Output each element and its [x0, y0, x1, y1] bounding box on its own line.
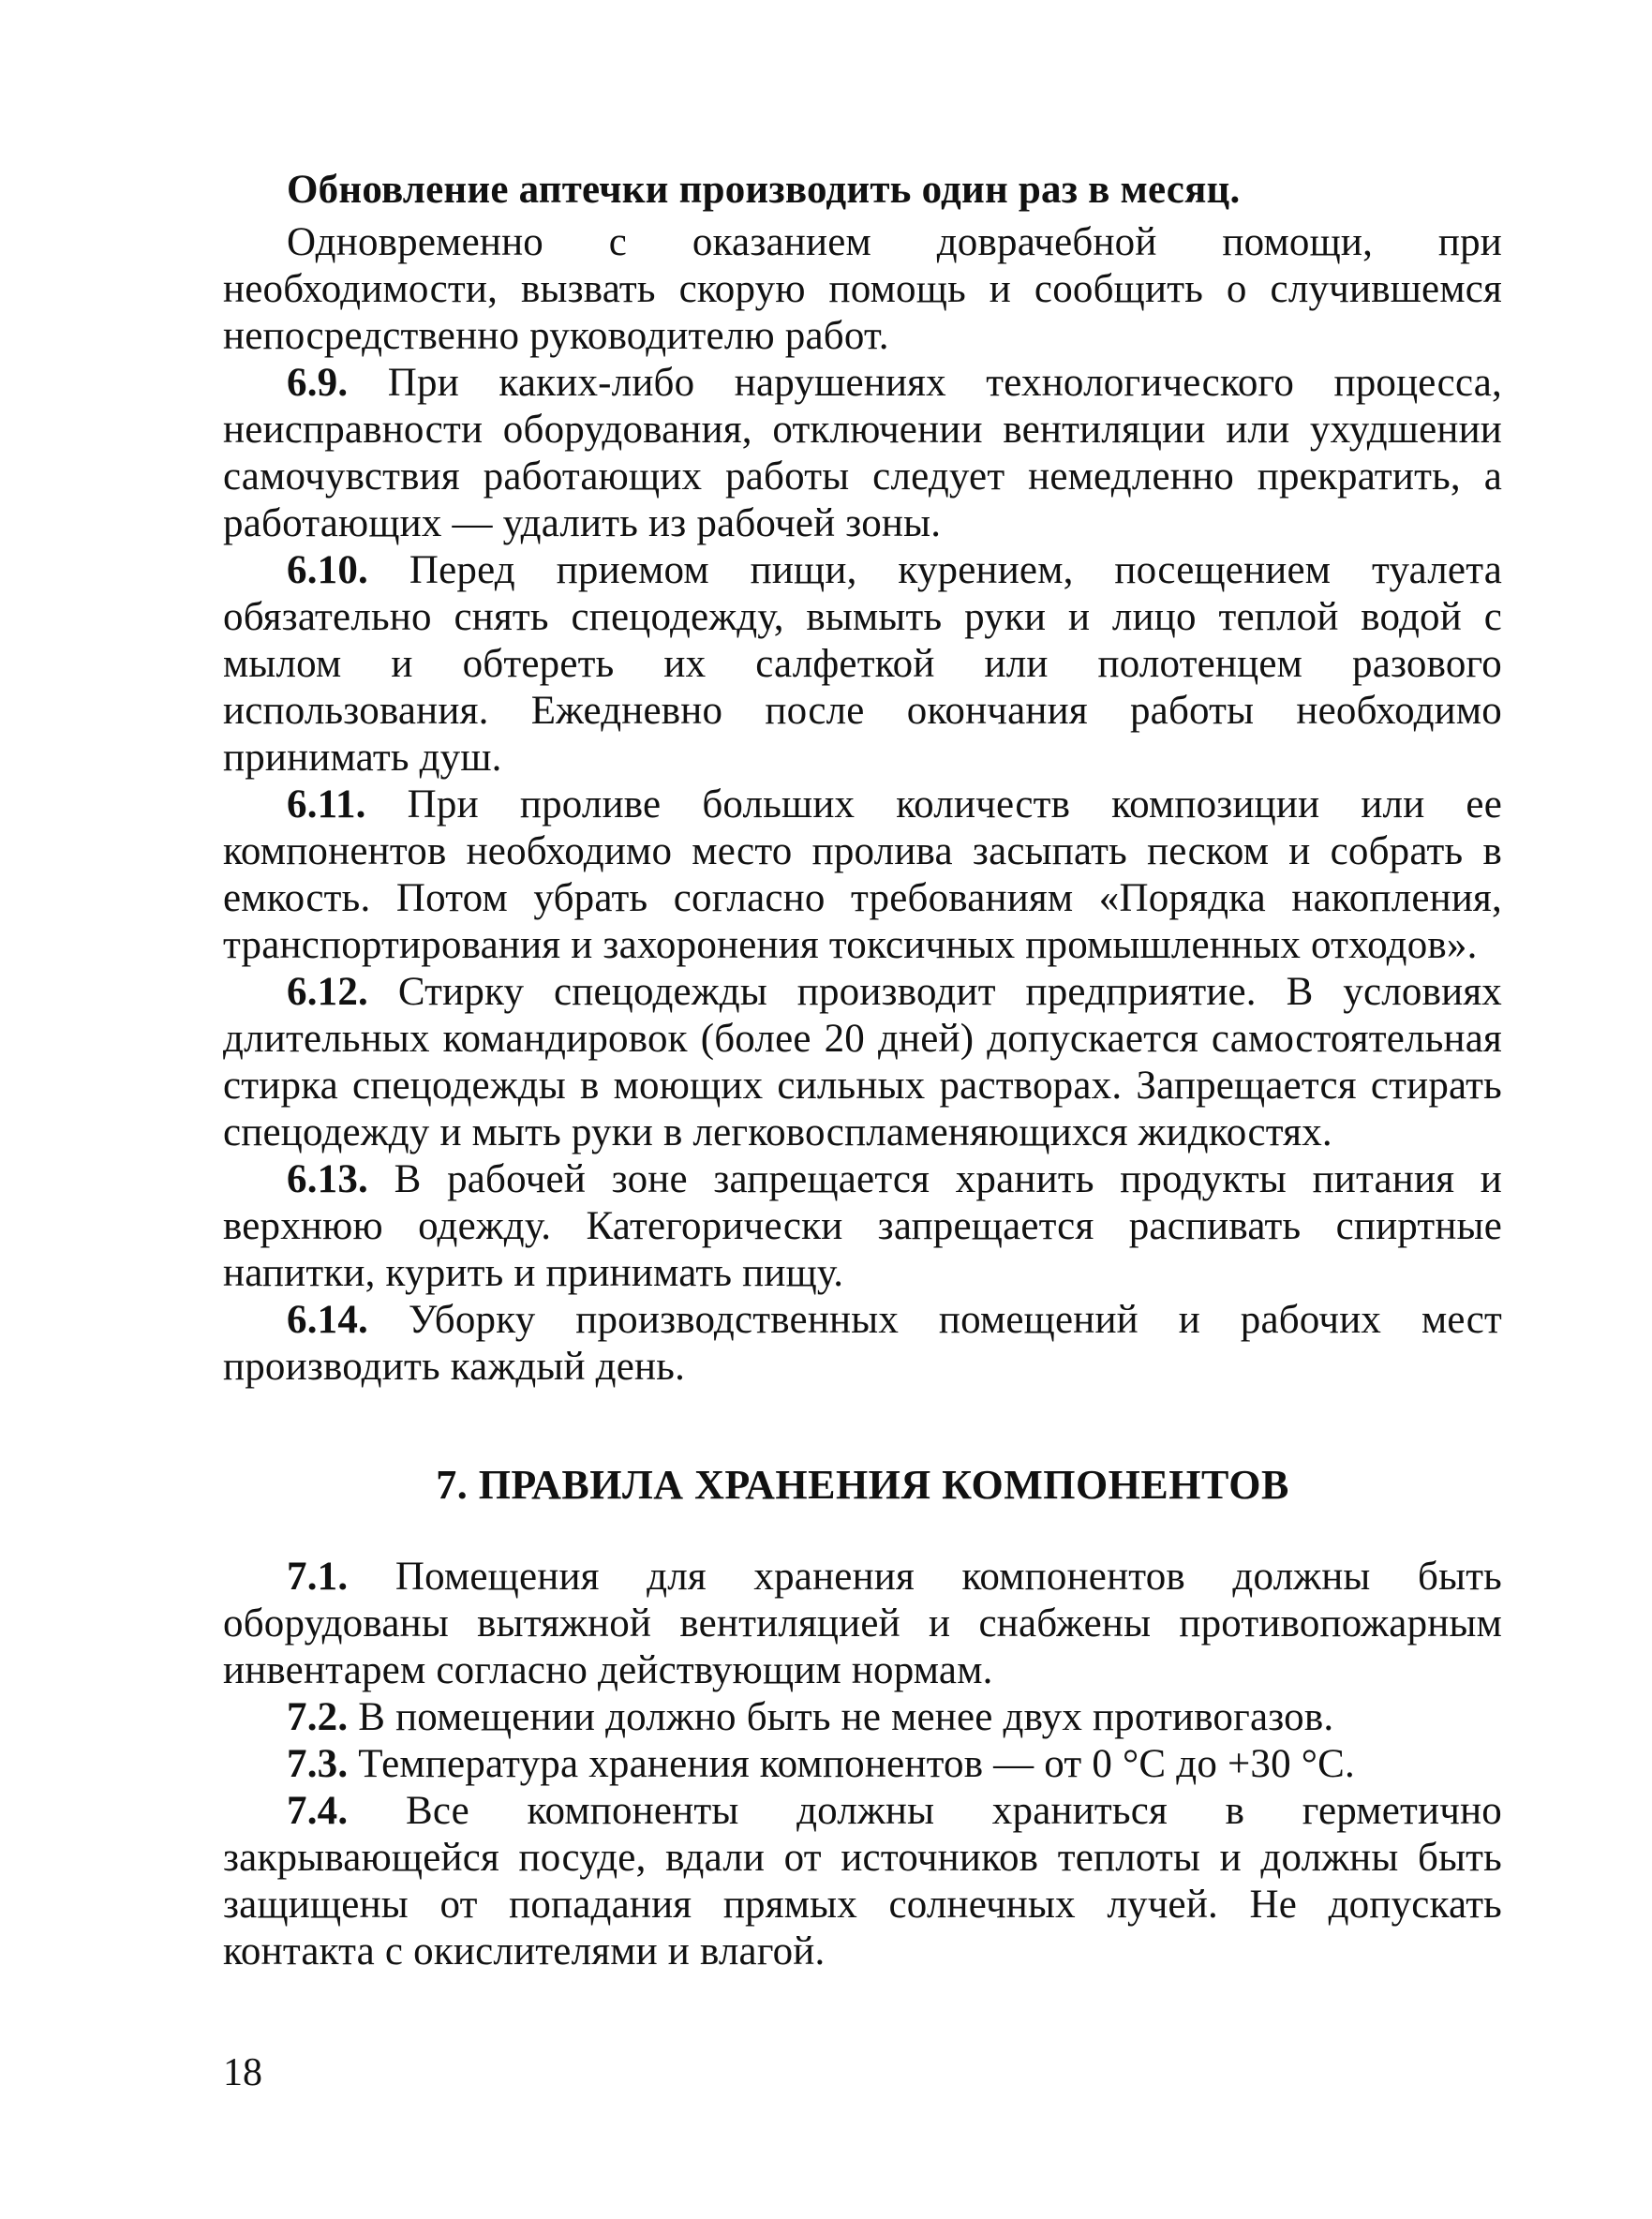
paragraph-first-aid: Одновременно с оказанием доврачебной помощи, при необходимости, вызвать скорую помощь и сообщить о случившемся непосредственно руководителю работ.: [223, 220, 1502, 358]
clause-number: 7.4.: [287, 1789, 349, 1833]
clause-text: В помещении должно быть не менее двух противогазов.: [358, 1695, 1334, 1739]
clause-text: Температура хранения компонентов — от 0 °С до +30 °С.: [358, 1742, 1356, 1786]
clause-number: 7.2.: [287, 1695, 349, 1739]
clause-text: В рабочей зоне запрещается хранить продукты питания и верхнюю одежду. Категорически запрещается распивать спиртные напитки, курить и принимать пищу.: [223, 1157, 1502, 1295]
clause-number: 7.1.: [287, 1555, 349, 1599]
clause-text: При каких-либо нарушениях технологического процесса, неисправности оборудования, отключении вентиляции или ухудшении самочувствия работающих работы следует немедленно прекратить, а работающих — удалить из рабочей зоны.: [223, 361, 1502, 545]
clause-text: Помещения для хранения компонентов должны быть оборудованы вытяжной вентиляцией и снабжены противопожарным инвентарем согласно действующим нормам.: [223, 1555, 1502, 1692]
clause-text: Перед приемом пищи, курением, посещением туалета обязательно снять спецодежду, вымыть руки и лицо теплой водой с мылом и обтереть их салфеткой или полотенцем разового использования. Ежедневно после окончания работы необходимо принимать душ.: [223, 548, 1502, 780]
clause-number: 6.10.: [287, 548, 368, 592]
clause-number: 6.9.: [287, 361, 349, 405]
paragraph-6-11: [223, 782, 1502, 969]
page-content: [223, 167, 1502, 1975]
clause-number: 6.12.: [287, 970, 368, 1014]
first-aid-kit-update-note: Обновление аптечки производить один раз в месяц.: [287, 168, 1241, 212]
paragraph-7-4: [223, 1788, 1502, 1975]
paragraph-7-3: [223, 1741, 1502, 1788]
clause-number: 6.11.: [287, 782, 366, 827]
clause-number: 6.14.: [287, 1298, 368, 1342]
paragraph-7-1: [223, 1554, 1502, 1694]
clause-number: 7.3.: [287, 1742, 349, 1786]
paragraph-7-2: [223, 1694, 1502, 1741]
clause-text: Уборку производственных помещений и рабочих мест производить каждый день.: [223, 1298, 1502, 1389]
clause-number: 6.13.: [287, 1157, 368, 1201]
section-7-heading: 7. ПРАВИЛА ХРАНЕНИЯ КОМПОНЕНТОВ: [436, 1462, 1289, 1508]
paragraph-6-14: [223, 1297, 1502, 1391]
clause-text: Все компоненты должны храниться в герметично закрывающейся посуде, вдали от источников теплоты и должны быть защищены от попадания прямых солнечных лучей. Не допускать контакта с окислителями и влагой.: [223, 1789, 1502, 1973]
clause-text: Стирку спецодежды производит предприятие. В условиях длительных командировок (более 20 дней) допускается самостоятельная стирка спецодежды в моющих сильных растворах. Запрещается стирать спецодежду и мыть руки в легковоспламеняющихся жидкостях.: [223, 970, 1502, 1154]
paragraph-6-13: [223, 1156, 1502, 1297]
paragraph-6-9: [223, 360, 1502, 547]
page-number: 18: [223, 2051, 262, 2094]
paragraph-6-12: [223, 969, 1502, 1156]
paragraph-6-10: [223, 547, 1502, 782]
clause-text: При проливе больших количеств композиции или ее компонентов необходимо место пролива засыпать песком и собрать в емкость. Потом убрать согласно требованиям «Порядка накопления, транспортирования и захоронения токсичных промышленных отходов».: [223, 782, 1503, 967]
